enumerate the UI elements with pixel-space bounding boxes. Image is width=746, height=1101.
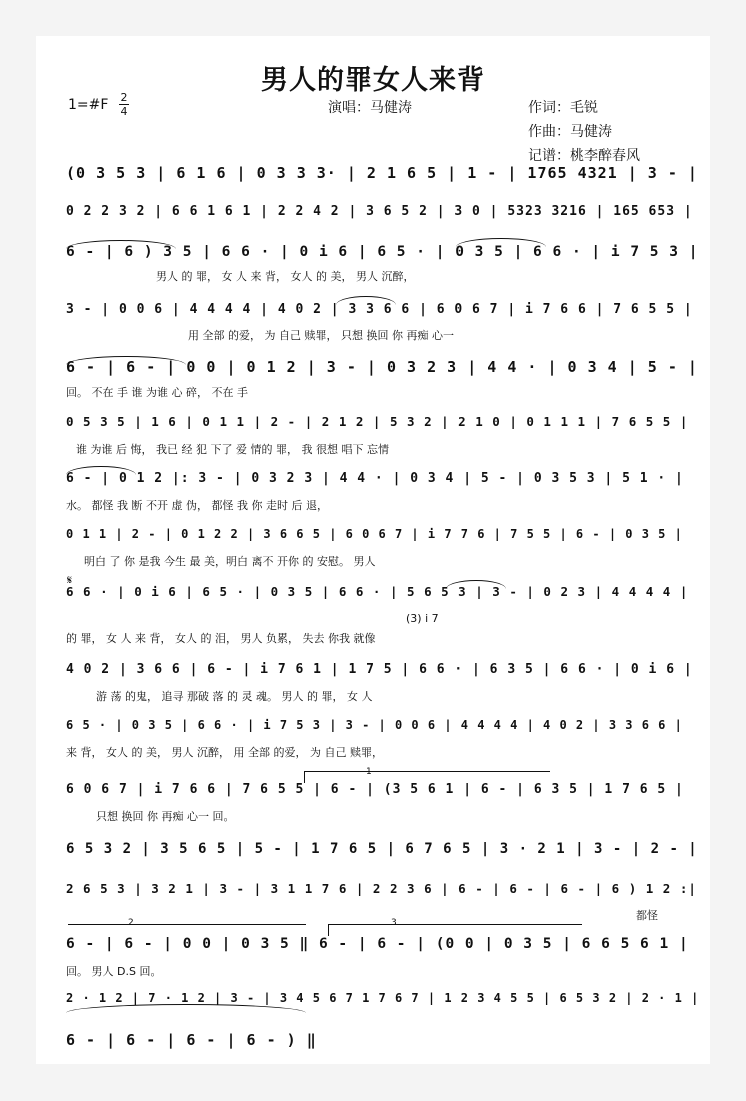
notation-row-15: 6 - | 6 - | 0 0 | 0 3 5 ‖ 6 - | 6 - | (0 0 | 0 3 5 | 6 6 5 6 1 | [66, 936, 689, 952]
lyric-row-10: 游 荡 的鬼， 追寻 那破 落 的 灵 魂。 男人 的 罪， 女 人 [96, 690, 373, 703]
volta-alt: (3) i 7 [406, 612, 439, 625]
notation-row-6: 0 5 3 5 | 1 6 | 0 1 1 | 2 - | 2 1 2 | 5 3 2 | 2 1 0 | 0 1 1 1 | 7 6 5 5 | [66, 414, 689, 429]
time-signature [119, 92, 129, 117]
notation-row-4: 3 - | 0 0 6 | 4 4 4 4 | 4 0 2 | 3 3 6 6 | 6 0 6 7 | i 7 6 6 | 7 6 5 5 | [66, 302, 693, 317]
lyric-row-7: 水。 都怪 我 断 不开 虚 伪， 都怪 我 你 走时 后 退， [66, 499, 328, 512]
volta-2: 2 [128, 918, 134, 928]
notation-row-13: 6 5 3 2 | 3 5 6 5 | 5 - | 1 7 6 5 | 6 7 6 5 | 3 · 2 1 | 3 - | 2 - | [66, 841, 698, 857]
volta-1: 1 [366, 767, 372, 777]
lyric-row-11: 来 背， 女人 的 美， 男人 沉醉， 用 全部 的爱， 为 自己 赎罪， [66, 746, 383, 759]
lyricist-credit: 作词：毛锐 [528, 100, 598, 116]
singer-credit: 演唱：马健涛 [328, 100, 412, 116]
lyric-row-3: 男人 的 罪， 女 人 来 背， 女人 的 美， 男人 沉醉， [156, 270, 415, 283]
notation-row-5: 6 - | 6 - | 0 0 | 0 1 2 | 3 - | 0 3 2 3 | 4 4 · | 0 3 4 | 5 - | [66, 358, 698, 376]
notation-row-7: 6 - | 0 1 2 |: 3 - | 0 3 2 3 | 4 4 · | 0 3 4 | 5 - | 0 3 5 3 | 5 1 · | [66, 471, 684, 486]
notation-row-2: 0 2 2 3 2 | 6 6 1 6 1 | 2 2 4 2 | 3 6 5 2 | 3 0 | 5323 3216 | 165 653 | [66, 204, 693, 219]
lyric-row-12: 只想 换回 你 再痴 心一 回。 [96, 810, 235, 823]
time-signature-top: 2 [120, 91, 128, 104]
lyric-row-8: 明白 了 你 是我 今生 最 美，明白 离不 开你 的 安慰。 男人 [84, 555, 376, 568]
notation-row-9: 6 6 · | 0 i 6 | 6 5 · | 0 3 5 | 6 6 · | 5 6 5 3 | 3 - | 0 2 3 | 4 4 4 4 | [66, 584, 689, 599]
lyric-row-5: 回。 不在 手 谁 为谁 心 碎， 不在 手 [66, 386, 248, 399]
time-signature-bottom: 4 [120, 105, 128, 118]
key-signature: 1=#F [68, 97, 109, 113]
notation-row-8: 0 1 1 | 2 - | 0 1 2 2 | 3 6 6 5 | 6 0 6 7 | i 7 7 6 | 7 5 5 | 6 - | 0 3 5 | [66, 527, 683, 541]
transcriber-credit: 记谱：桃李醉春风 [528, 148, 640, 164]
notation-row-12: 6 0 6 7 | i 7 6 6 | 7 6 5 5 | 6 - | (3 5 6 1 | 6 - | 6 3 5 | 1 7 6 5 | [66, 782, 684, 797]
score-sheet [36, 36, 710, 1064]
notation-row-1: (0 3 5 3 | 6 1 6 | 0 3 3 3· | 2 1 6 5 | 1 - | 1765 4321 | 3 - | [66, 164, 698, 182]
composer-credit: 作曲：马健涛 [528, 124, 612, 140]
lyric-row-14: 都怪 [636, 909, 658, 922]
notation-row-11: 6 5 · | 0 3 5 | 6 6 · | i 7 5 3 | 3 - | 0 0 6 | 4 4 4 4 | 4 0 2 | 3 3 6 6 | [66, 718, 683, 732]
segno-sign: 𝄋 [67, 573, 73, 587]
notation-row-3: 6 - | 6 ) 3 5 | 6 6 · | 0 i 6 | 6 5 · | 0 3 5 | 6 6 · | i 7 5 3 | [66, 244, 699, 260]
lyric-row-4: 用 全部 的爱， 为 自己 赎罪， 只想 换回 你 再痴 心一 [188, 329, 454, 342]
notation-row-16: 2 · 1 2 | 7 · 1 2 | 3 - | 3 4 5 6 7 1 7 6 7 | 1 2 3 4 5 5 | 6 5 3 2 | 2 · 1 | [66, 991, 700, 1005]
notation-row-10: 4 0 2 | 3 6 6 | 6 - | i 7 6 1 | 1 7 5 | 6 6 · | 6 3 5 | 6 6 · | 0 i 6 | [66, 662, 693, 677]
notation-row-17: 6 - | 6 - | 6 - | 6 - ) ‖ [66, 1031, 317, 1049]
lyric-row-9: 的 罪， 女 人 来 背， 女人 的 泪， 男人 负累， 失去 你我 就像 [66, 632, 376, 645]
lyric-row-15: 回。 男人 D.S 回。 [66, 965, 162, 978]
volta-3: 3 [391, 918, 397, 928]
notation-row-14: 2 6 5 3 | 3 2 1 | 3 - | 3 1 1 7 6 | 2 2 3 6 | 6 - | 6 - | 6 - | 6 ) 1 2 :| [66, 881, 697, 896]
song-title: 男人的罪女人来背 [261, 65, 485, 96]
lyric-row-6: 谁 为谁 后 悔， 我已 经 犯 下了 爱 情的 罪， 我 很想 唱下 忘情 [76, 443, 389, 456]
